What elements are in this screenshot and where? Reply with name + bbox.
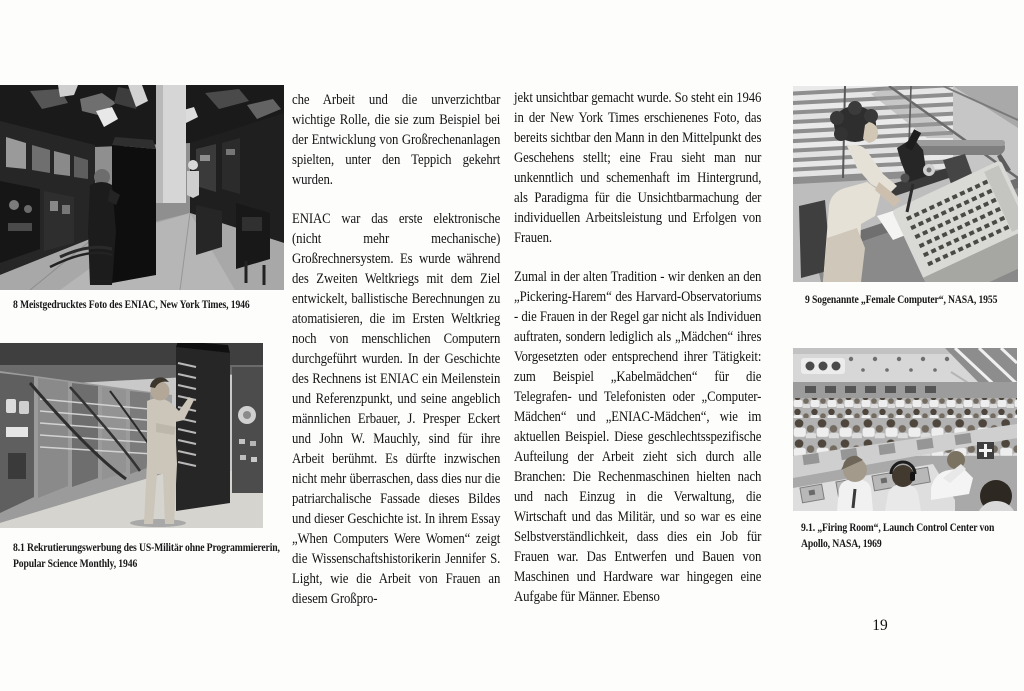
paragraph: Zumal in der alten Tradition - wir denken an den „Pickering-Harem“ des Harvard-Observatoriums - die Frauen in der Regel gar nicht als Individuen auftraten, sondern lediglich als „Mädchen“ ihres Vorgesetzten oder entsprechend ihrer Tätigkeit: zum Beispiel „Kabelmädchen“ für die Telegrafen- und Telefonisten oder „Computer-Mädchen“ und „ENIAC-Mädchen“, wie im aktuellen Beispiel. Diese geschlechtsspezifische Aufteilung der Arbeit zieht sich durch alle Branchen: Die Rechenmaschinen hielten nach und nach Einzug in die Verwaltung, die Wirtschaft und das Militär, und so war es eine Selbstverständlichkeit, dass dies ein Job für Frauen war. Das Entwerfen und Bauen von Maschinen und Hardware war hingegen eine Aufgabe für Männer. Ebenso: [514, 269, 762, 605]
paragraph: jekt unsichtbar gemacht wurde. So steht ein 1946 in der New York Times erschienenes Foto, das bereits sichtbar den Mann in den Mittelpunkt des Geschehens stellt; eine Frau sieht man nur unkenntlich und schemenhaft im Hintergrund, als Paradigma für die Unsichtbarmachung der individuellen Arbeitsleistung und Erfolgen von Frauen.: [514, 90, 762, 246]
figure-female-computer-photo: [793, 86, 1018, 282]
eniac-room-image: [0, 85, 284, 290]
text-column-left: [292, 90, 500, 691]
firing-room-image: [793, 348, 1017, 511]
paragraph: ENIAC war das erste elektronische (nicht mehr mechanische) Großrechnersystem. Es wurde während des Zweiten Weltkriegs mit dem Ziel entwickelt, ballistische Berechnungen zu atomatisieren, die im Ersten Weltkrieg noch von menschlichen Computern durchgeführt wurden. In der Geschichte des Rechnens ist ENIAC ein Meilenstein und Referenzpunkt, und seine angeblich männlichen Erbauer, J. Presper Eckert und John W. Mauchly, sind für ihre Arbeit berühmt. Es dürfte inzwischen nicht mehr überraschen, dass dies nur die patriarchalische Fassade dieses Bildes und dieser Geschichte ist. In ihrem Essay „When Computers Were Women“ zeigt die Wissenschaftshistorikerin Jennifer S. Light, wie die Arbeit von Frauen an diesem Großpro-: [292, 211, 501, 607]
text-column-right: [514, 88, 761, 691]
figure-firing-room-photo: [793, 348, 1017, 511]
paragraph: che Arbeit und die unverzichtbar wichtige Rolle, die sie zum Beispiel bei der Entwicklung von Großrechenanlagen spielten, unter den Teppich gekehrt wurden.: [292, 92, 501, 188]
page-number: 19: [872, 617, 888, 634]
figure-caption-8-1: 8.1 Rekrutierungswerbung des US-Militär ohne Programmiererin, Popular Science Monthly, 1946: [13, 540, 280, 570]
figure-caption-9-1: 9.1. „Firing Room“, Launch Control Center von Apollo, NASA, 1969: [801, 520, 995, 550]
figure-caption-8: 8 Meistgedrucktes Foto des ENIAC, New York Times, 1946: [13, 297, 250, 311]
female-computer-image: [793, 86, 1018, 282]
figure-recruitment-ad-photo: [0, 343, 263, 528]
figure-eniac-room-photo: [0, 85, 284, 290]
figure-caption-9: 9 Sogenannte „Female Computer“, NASA, 1955: [805, 292, 998, 306]
recruitment-ad-image: [0, 343, 263, 528]
